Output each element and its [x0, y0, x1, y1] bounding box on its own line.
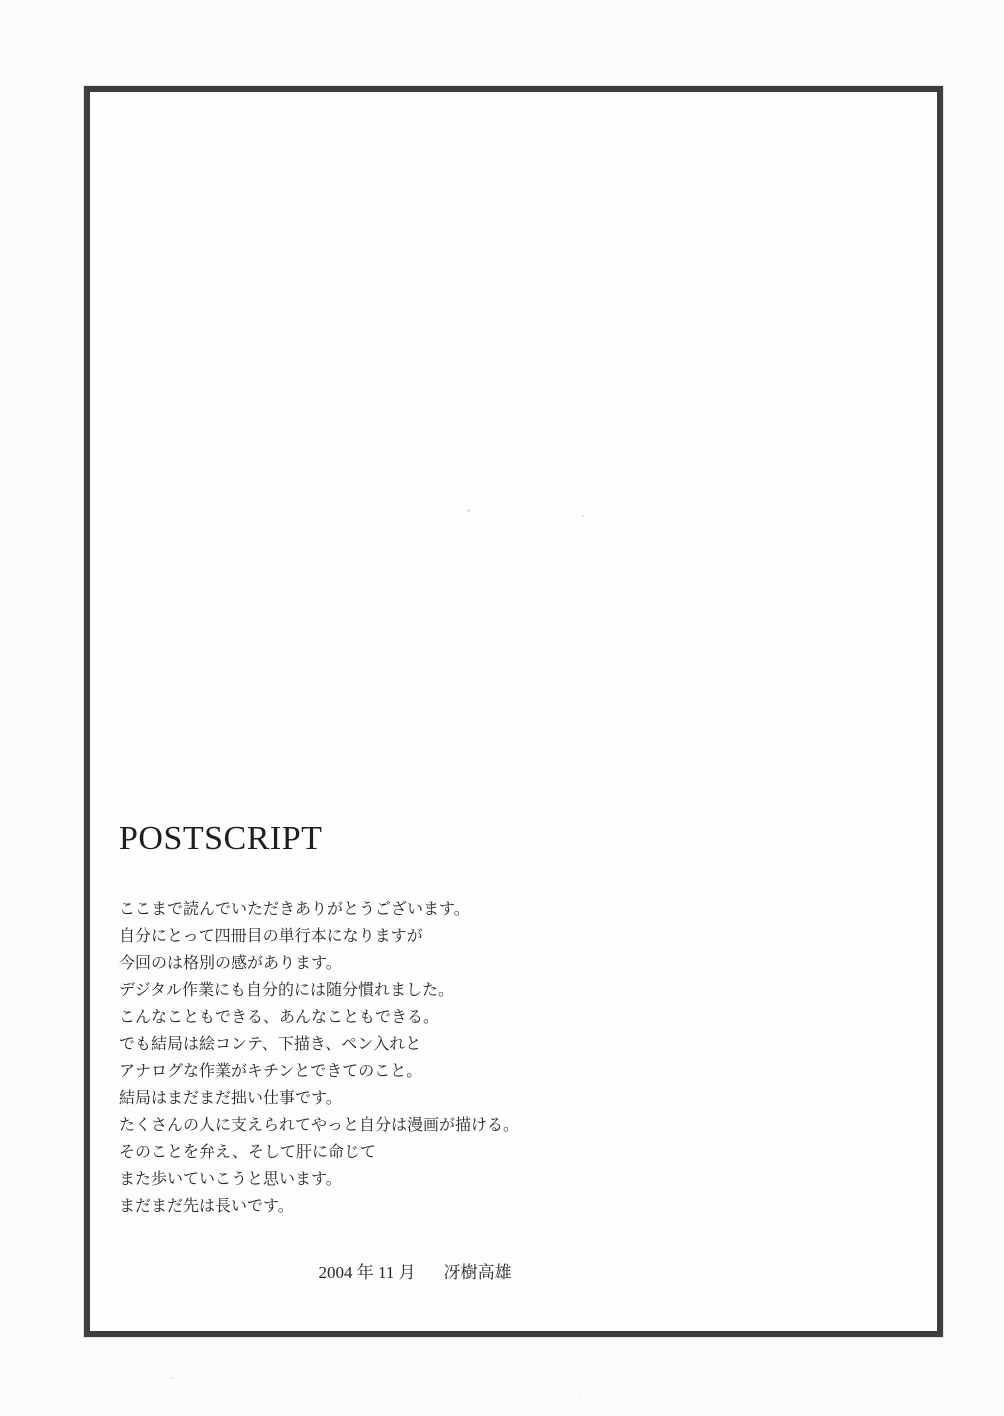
signature-line [293, 1238, 512, 1303]
postscript-line: 自分にとって四冊目の単行本になりますが [119, 928, 423, 945]
postscript-line: まだまだ先は長いです。 [119, 1198, 294, 1215]
postscript-line: ここまで読んでいただきありがとうございます。 [119, 901, 470, 918]
postscript-line: アナログな作業がキチンとできてのこと。 [119, 1063, 423, 1080]
scan-speck [171, 1377, 173, 1379]
page-border-frame [84, 86, 943, 1337]
scan-speck [579, 1397, 581, 1399]
postscript-line: でも結局は絵コンテ、下描き、ペン入れと [119, 1036, 422, 1053]
postscript-line: 今回のは格別の感があります。 [119, 955, 342, 972]
scan-speck [582, 515, 584, 517]
postscript-body [119, 896, 519, 1220]
postscript-line: また歩いていこうと思います。 [119, 1171, 342, 1188]
postscript-line: そのことを弁え、そして肝に命じて [119, 1144, 376, 1161]
postscript-line: デジタル作業にも自分的には随分慣れました。 [119, 982, 455, 999]
postscript-line: 結局はまだまだ拙い仕事です。 [119, 1090, 342, 1107]
author-name: 冴樹高雄 [443, 1263, 512, 1282]
postscript-line: たくさんの人に支えられてやっと自分は漫画が描ける。 [119, 1117, 520, 1134]
scan-speck [467, 509, 470, 512]
postscript-line: こんなこともできる、あんなこともできる。 [119, 1009, 440, 1026]
page-title: POSTSCRIPT [119, 820, 323, 857]
publication-date: 2004 年 11 月 [318, 1263, 416, 1282]
